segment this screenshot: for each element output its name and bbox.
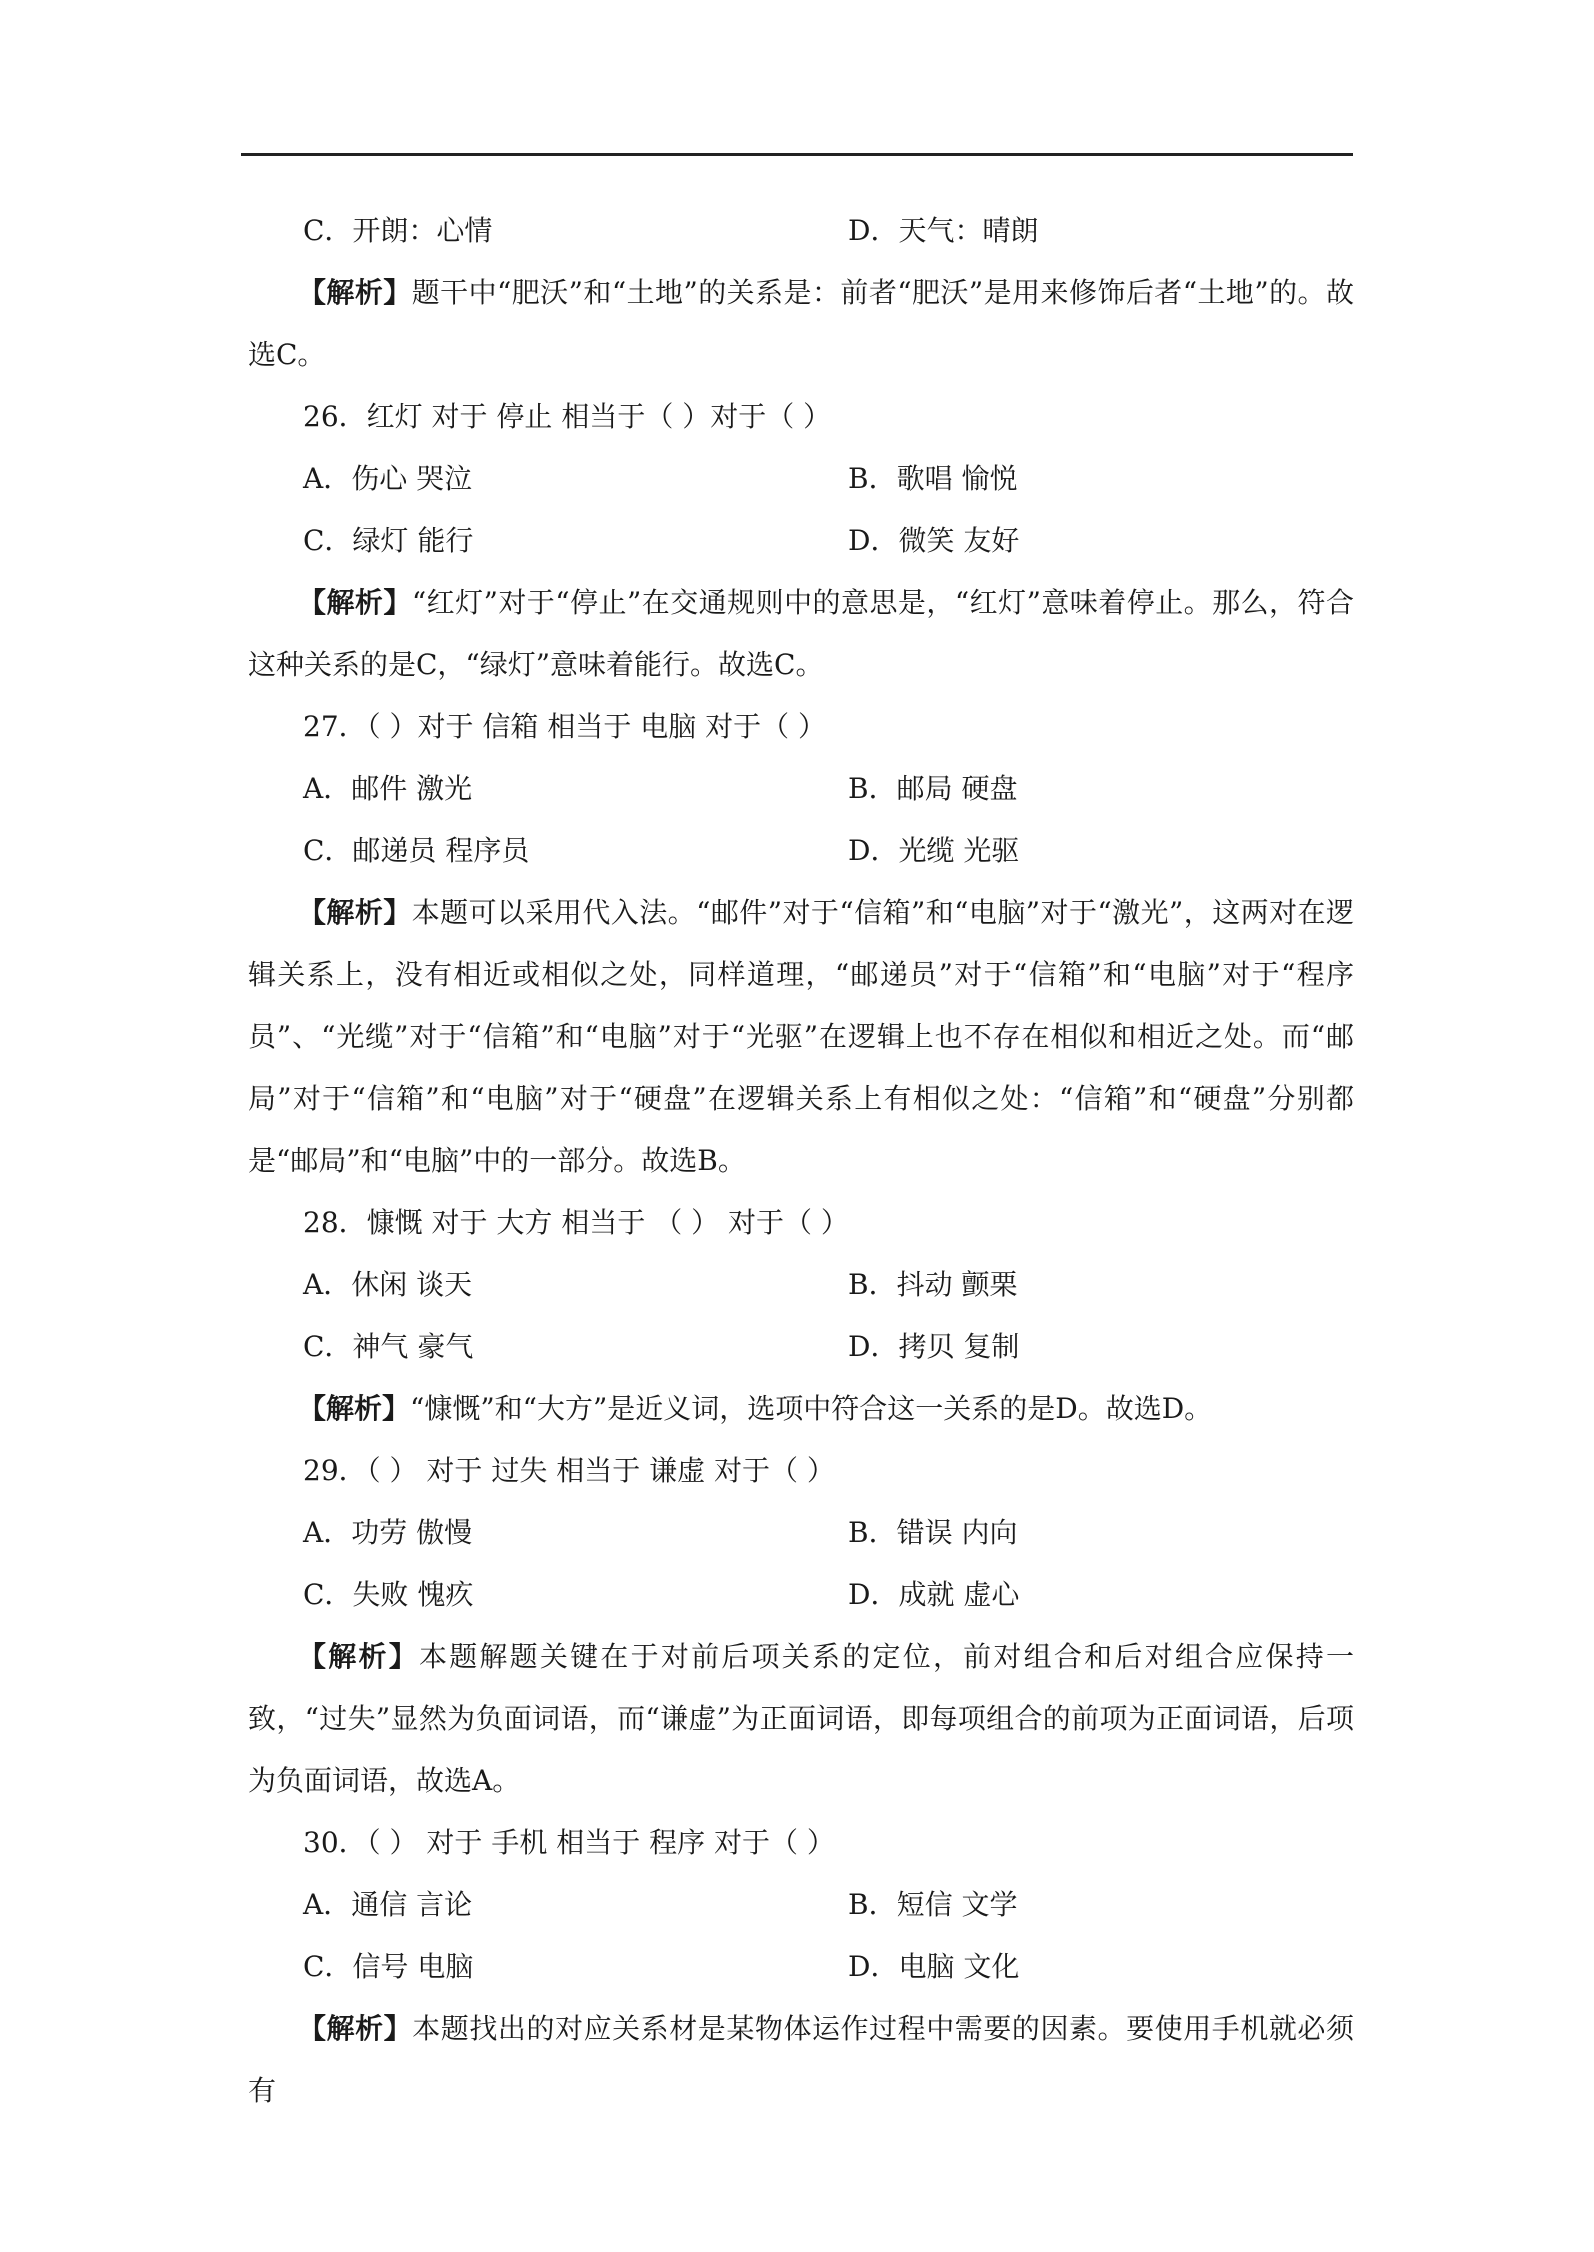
- question-27: 27．（ ）对于 信箱 相当于 电脑 对于（ ）: [303, 710, 827, 743]
- question-28: 28．慷慨 对于 大方 相当于 （ ） 对于（ ）: [303, 1206, 849, 1239]
- analysis-tag: 【解析】: [298, 1640, 419, 1673]
- question-26: 26．红灯 对于 停止 相当于（ ）对于（ ）: [303, 400, 832, 433]
- options-row: [248, 510, 1354, 572]
- options-row: [248, 200, 1354, 262]
- analysis-text: 本题找出的对应关系材是某物体运作过程中需要的因素。要使用手机就必须有: [248, 2012, 1354, 2107]
- document-body: [248, 200, 1354, 2122]
- question-30: 30．（ ） 对于 手机 相当于 程序 对于（ ）: [303, 1826, 835, 1859]
- analysis: [248, 1998, 1354, 2122]
- option-d: D．天气：晴朗: [848, 214, 1039, 247]
- analysis: [248, 1378, 1354, 1440]
- options-row: [248, 448, 1354, 510]
- option-c: C．开朗：心情: [303, 214, 493, 247]
- analysis-text: “红灯”对于“停止”在交通规则中的意思是，“红灯”意味着停止。那么，符合这种关系的是C，“绿灯”意味着能行。故选C。: [248, 586, 1354, 681]
- options-row: [248, 1564, 1354, 1626]
- option-c: C．邮递员 程序员: [303, 834, 530, 867]
- options-row: [248, 1502, 1354, 1564]
- option-a: A．通信 言论: [303, 1888, 473, 1921]
- option-b: B．歌唱 愉悦: [848, 462, 1018, 495]
- analysis-text: 题干中“肥沃”和“土地”的关系是：前者“肥沃”是用来修饰后者“土地”的。故选C。: [248, 276, 1354, 371]
- analysis-text: “慷慨”和“大方”是近义词，选项中符合这一关系的是D。故选D。: [410, 1392, 1213, 1425]
- analysis-tag: 【解析】: [298, 896, 412, 929]
- analysis-text: 本题解题关键在于对前后项关系的定位，前对组合和后对组合应保持一致，“过失”显然为负面词语，而“谦虚”为正面词语，即每项组合的前项为正面词语，后项为负面词语，故选A。: [248, 1640, 1354, 1797]
- question-29: 29．（ ） 对于 过失 相当于 谦虚 对于（ ）: [303, 1454, 835, 1487]
- option-c: C．失败 愧疚: [303, 1578, 474, 1611]
- analysis-tag: 【解析】: [298, 2012, 413, 2045]
- analysis-tag: 【解析】: [298, 1392, 411, 1425]
- option-b: B．短信 文学: [848, 1888, 1018, 1921]
- option-a: A．邮件 激光: [303, 772, 473, 805]
- option-d: D．成就 虚心: [848, 1578, 1020, 1611]
- options-row: [248, 1936, 1354, 1998]
- analysis-tag: 【解析】: [298, 276, 412, 309]
- options-row: [248, 1874, 1354, 1936]
- option-a: A．休闲 谈天: [303, 1268, 473, 1301]
- options-row: [248, 1254, 1354, 1316]
- option-d: D．光缆 光驱: [848, 834, 1020, 867]
- option-c: C．绿灯 能行: [303, 524, 474, 557]
- option-d: D．微笑 友好: [848, 524, 1020, 557]
- option-b: B．邮局 硬盘: [848, 772, 1018, 805]
- analysis: [248, 262, 1354, 386]
- option-c: C．信号 电脑: [303, 1950, 474, 1983]
- header-rule: [241, 153, 1353, 156]
- option-b: B．错误 内向: [848, 1516, 1018, 1549]
- option-c: C．神气 豪气: [303, 1330, 474, 1363]
- option-a: A．伤心 哭泣: [303, 462, 473, 495]
- option-a: A．功劳 傲慢: [303, 1516, 473, 1549]
- analysis: [248, 1626, 1354, 1812]
- options-row: [248, 1316, 1354, 1378]
- options-row: [248, 758, 1354, 820]
- option-d: D．拷贝 复制: [848, 1330, 1020, 1363]
- option-d: D．电脑 文化: [848, 1950, 1020, 1983]
- options-row: [248, 820, 1354, 882]
- analysis: [248, 882, 1354, 1192]
- analysis: [248, 572, 1354, 696]
- analysis-tag: 【解析】: [298, 586, 412, 619]
- analysis-text: 本题可以采用代入法。“邮件”对于“信箱”和“电脑”对于“激光”，这两对在逻辑关系上，没有相近或相似之处，同样道理，“邮递员”对于“信箱”和“电脑”对于“程序员”、“光缆”对于“信箱”和“电脑”对于“光驱”在逻辑上也不存在相似和相近之处。而“邮局”对于“信箱”和“电脑”对于“硬盘”在逻辑关系上有相似之处：“信箱”和“硬盘”分别都是“邮局”和“电脑”中的一部分。故选B。: [248, 896, 1354, 1177]
- option-b: B．抖动 颤栗: [848, 1268, 1018, 1301]
